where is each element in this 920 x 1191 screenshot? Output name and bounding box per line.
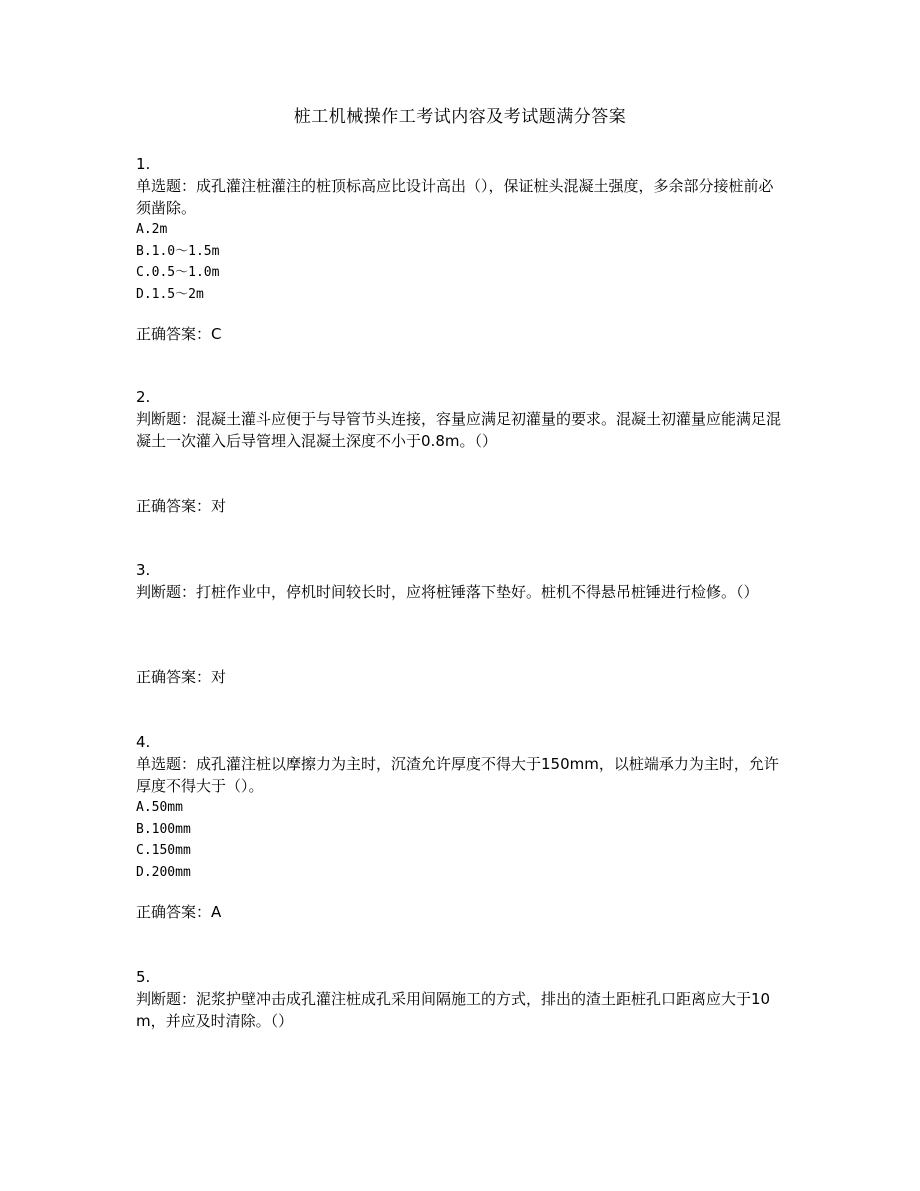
question-number: 4. xyxy=(136,733,151,751)
question-4 xyxy=(136,731,786,921)
question-stem: 单选题：成孔灌注桩灌注的桩顶标高应比设计高出（），保证桩头混凝土强度，多余部分接桩前必须凿除。 xyxy=(136,177,774,217)
option-b: B.1.0～1.5m xyxy=(136,243,220,259)
option-a: A.2m xyxy=(136,222,168,237)
question-number: 2. xyxy=(136,388,151,406)
correct-answer xyxy=(136,901,221,923)
answer-value: A xyxy=(211,903,222,921)
question-stem: 单选题：成孔灌注桩以摩擦力为主时，沉渣允许厚度不得大于150mm，以桩端承力为主时，允许厚度不得大于（）。 xyxy=(136,755,779,795)
question-stem: 判断题：混凝土灌斗应便于与导管节头连接，容量应满足初灌量的要求。混凝土初灌量应能满足混凝土一次灌入后导管埋入混凝土深度不小于0.8m。（） xyxy=(136,410,782,450)
question-1 xyxy=(136,153,786,343)
answer-value: C xyxy=(211,325,222,343)
answer-label: 正确答案： xyxy=(136,325,212,343)
option-c: C.150mm xyxy=(136,843,191,858)
correct-answer xyxy=(136,495,226,517)
option-b: B.100mm xyxy=(136,821,191,837)
correct-answer xyxy=(136,666,226,688)
question-5 xyxy=(136,966,786,1032)
option-a: A.50mm xyxy=(136,800,183,815)
answer-value: 对 xyxy=(211,497,227,515)
question-stem: 判断题：打桩作业中，停机时间较长时，应将桩锤落下垫好。桩机不得悬吊桩锤进行检修。（） xyxy=(136,583,759,601)
correct-answer xyxy=(136,323,222,345)
answer-label: 正确答案： xyxy=(136,903,212,921)
question-number: 5. xyxy=(136,968,151,986)
question-3 xyxy=(136,559,786,686)
option-d: D.200mm xyxy=(136,864,191,880)
question-number: 1. xyxy=(136,155,151,173)
answer-label: 正确答案： xyxy=(136,497,212,515)
option-d: D.1.5～2m xyxy=(136,286,204,302)
answer-label: 正确答案： xyxy=(136,668,212,686)
answer-value: 对 xyxy=(211,668,227,686)
document-title: 桩工机械操作工考试内容及考试题满分答案 xyxy=(293,107,627,127)
question-number: 3. xyxy=(136,561,151,579)
question-stem: 判断题：泥浆护壁冲击成孔灌注桩成孔采用间隔施工的方式，排出的渣土距桩孔口距离应大于10m，并应及时清除。（） xyxy=(136,990,771,1030)
question-2 xyxy=(136,386,786,515)
option-c: C.0.5～1.0m xyxy=(136,265,220,280)
